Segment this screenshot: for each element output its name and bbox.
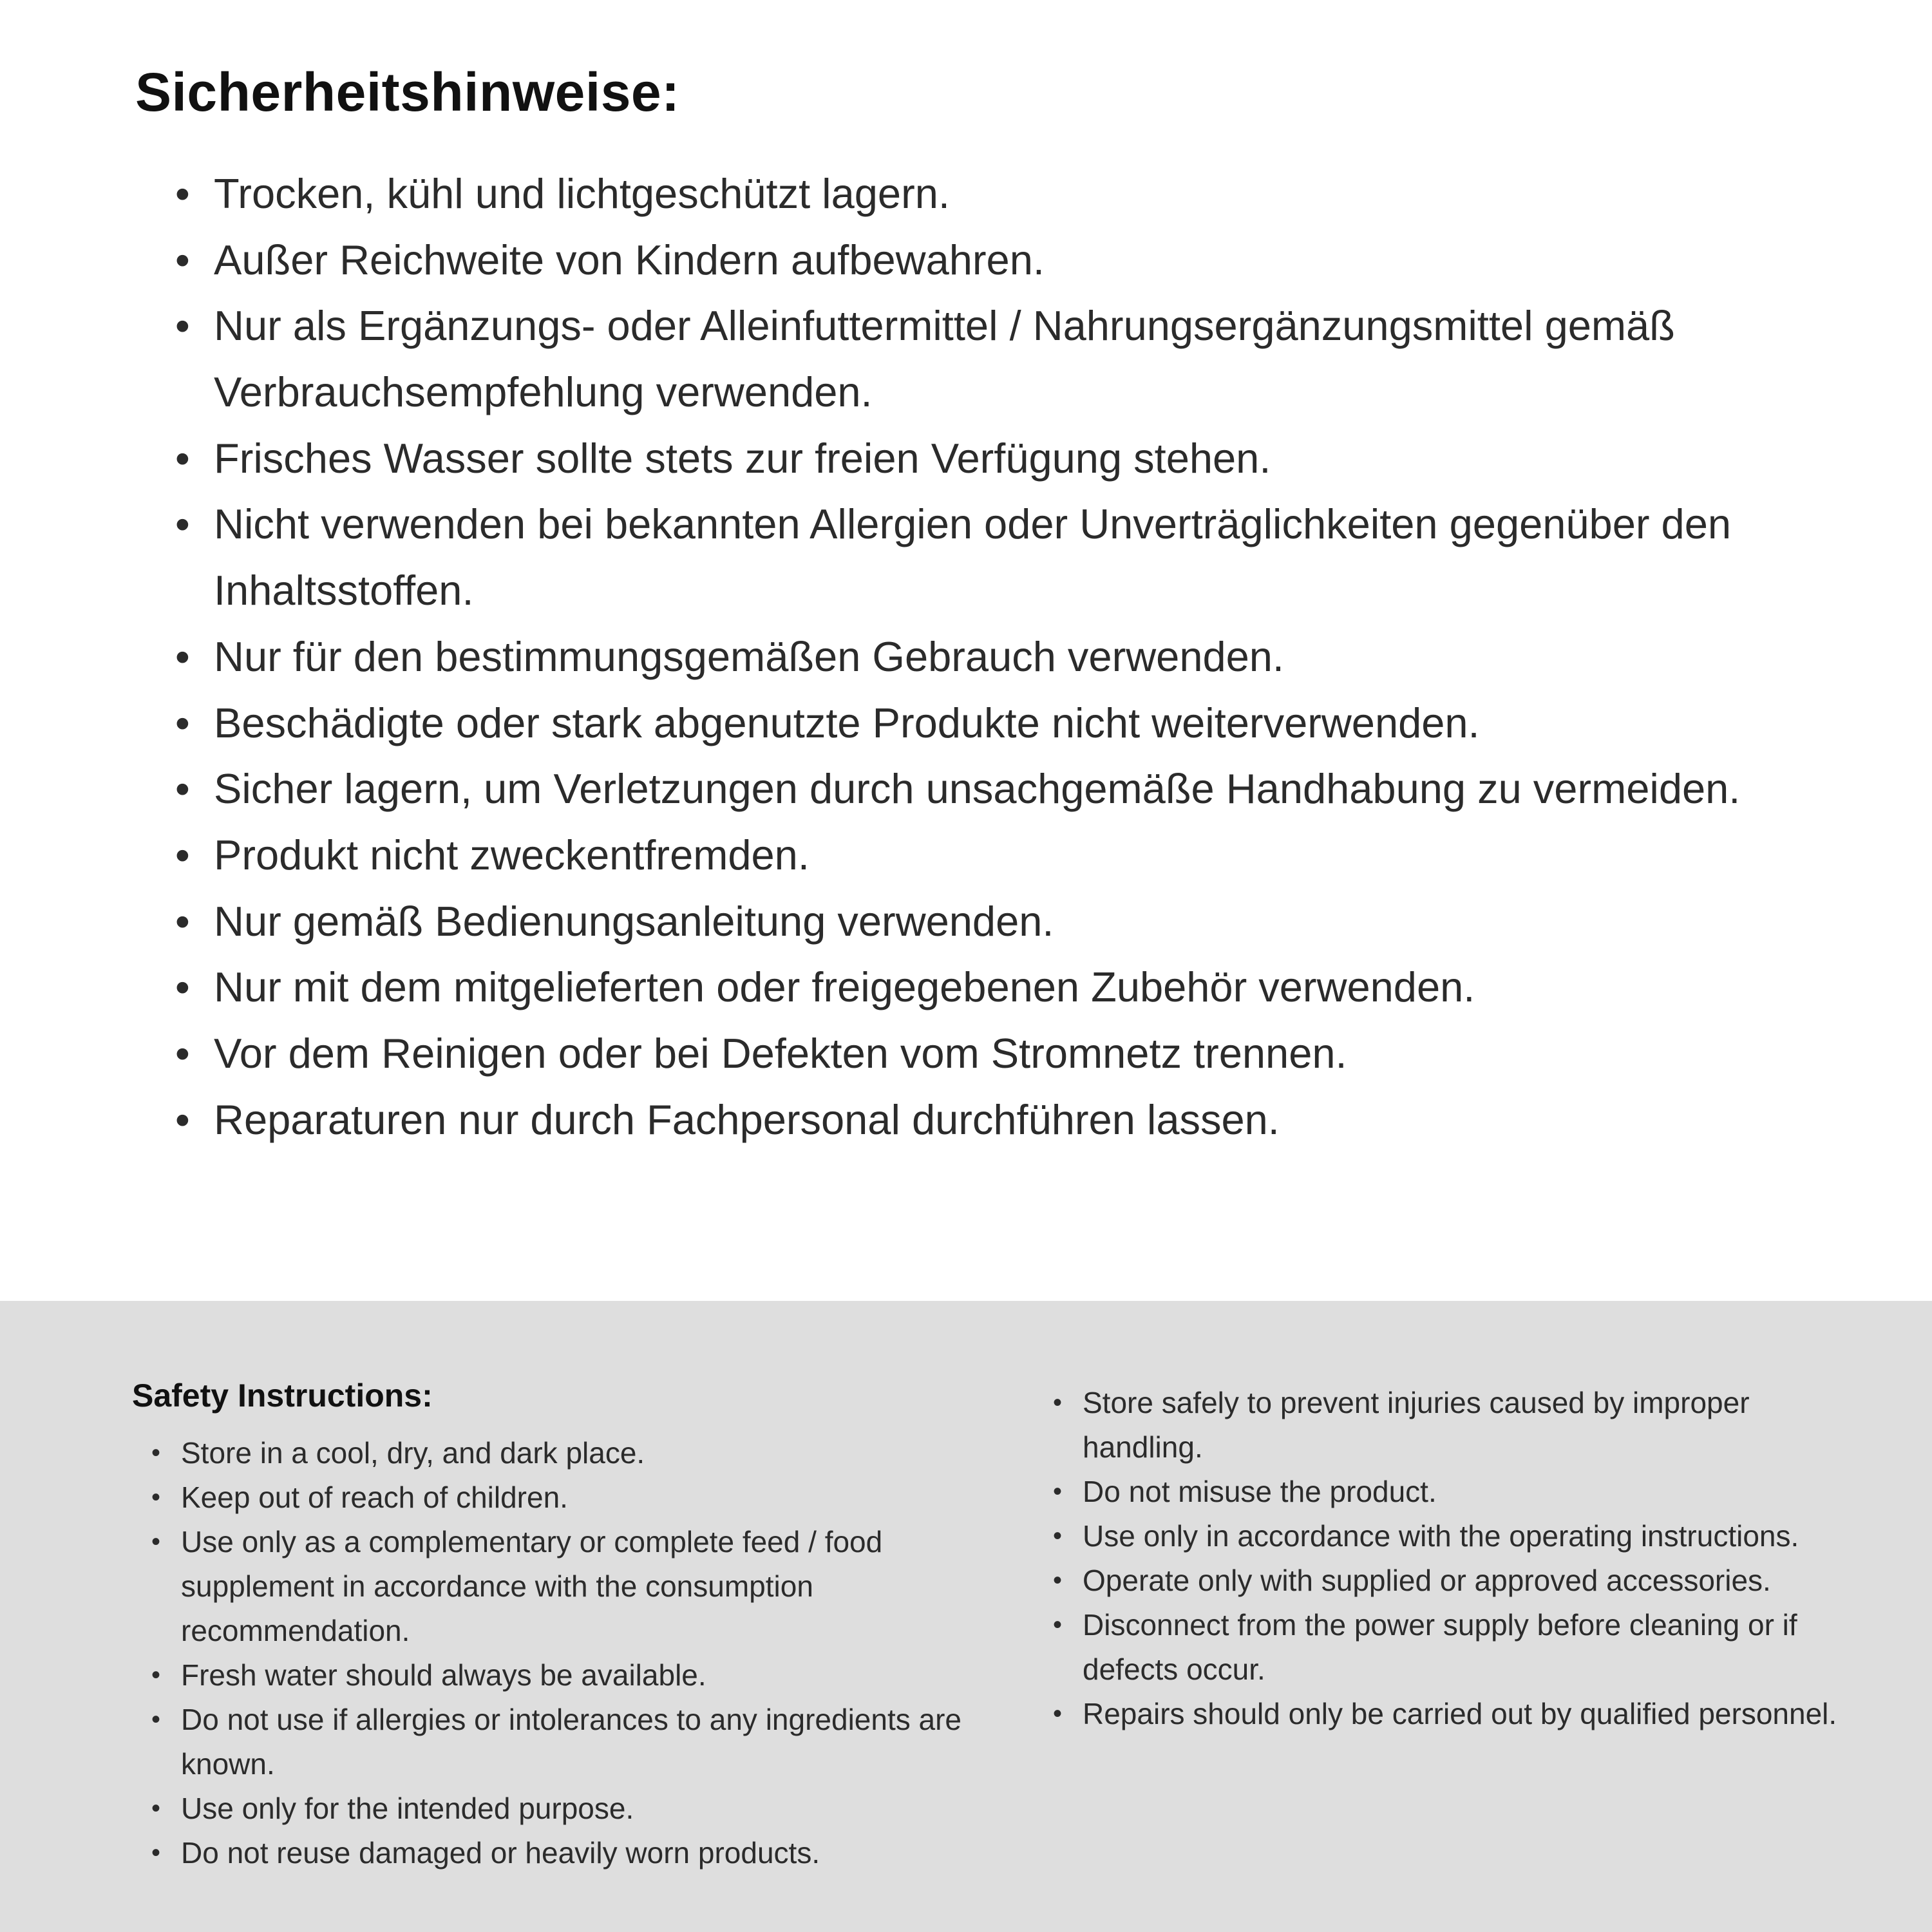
list-item: • Nur als Ergänzungs- oder Alleinfuttermittel / Nahrungsergänzungsmittel gemäß Verbrauchsempfehlung verwenden.	[175, 293, 1784, 425]
list-item: • Store safely to prevent injuries caused by improper handling.	[1053, 1381, 1848, 1470]
list-item: • Fresh water should always be available.	[151, 1653, 963, 1698]
list-item: • Use only for the intended purpose.	[151, 1786, 963, 1831]
list-item: • Nur für den bestimmungsgemäßen Gebrauch verwenden.	[175, 624, 1784, 690]
english-safety-section	[0, 1301, 1932, 1932]
list-item: • Do not reuse damaged or heavily worn products.	[151, 1831, 963, 1875]
list-item: • Operate only with supplied or approved accessories.	[1053, 1558, 1848, 1603]
list-item: • Use only in accordance with the operating instructions.	[1053, 1514, 1848, 1558]
english-right-column	[1034, 1377, 1848, 1932]
list-item: • Nicht verwenden bei bekannten Allergien oder Unverträglichkeiten gegenüber den Inhaltsstoffen.	[175, 491, 1784, 623]
list-item: • Vor dem Reinigen oder bei Defekten vom Stromnetz trennen.	[175, 1021, 1784, 1087]
german-safety-list	[135, 161, 1784, 1153]
english-safety-list-right	[1034, 1381, 1848, 1736]
list-item: • Außer Reichweite von Kindern aufbewahren.	[175, 227, 1784, 294]
list-item: • Beschädigte oder stark abgenutzte Produkte nicht weiterverwenden.	[175, 690, 1784, 757]
english-safety-list-left	[132, 1431, 963, 1875]
list-item: • Do not misuse the product.	[1053, 1470, 1848, 1514]
list-item: • Trocken, kühl und lichtgeschützt lagern.	[175, 161, 1784, 227]
list-item: • Store in a cool, dry, and dark place.	[151, 1431, 963, 1475]
list-item: • Reparaturen nur durch Fachpersonal durchführen lassen.	[175, 1087, 1784, 1153]
list-item: • Sicher lagern, um Verletzungen durch unsachgemäße Handhabung zu vermeiden.	[175, 756, 1784, 822]
german-section-title: Sicherheitshinweise:	[135, 62, 680, 122]
list-item: • Do not use if allergies or intolerances to any ingredients are known.	[151, 1698, 963, 1786]
list-item: • Disconnect from the power supply before cleaning or if defects occur.	[1053, 1603, 1848, 1692]
list-item: • Nur mit dem mitgelieferten oder freigegebenen Zubehör verwenden.	[175, 954, 1784, 1021]
list-item: • Keep out of reach of children.	[151, 1475, 963, 1520]
list-item: • Produkt nicht zweckentfremden.	[175, 822, 1784, 889]
list-item: • Use only as a complementary or complete feed / food supplement in accordance with the consumption recommendation.	[151, 1520, 963, 1653]
list-item: • Nur gemäß Bedienungsanleitung verwenden.	[175, 889, 1784, 955]
english-left-column	[132, 1377, 963, 1932]
list-item: • Frisches Wasser sollte stets zur freien Verfügung stehen.	[175, 426, 1784, 492]
list-item: • Repairs should only be carried out by qualified personnel.	[1053, 1692, 1848, 1736]
english-section-title: Safety Instructions:	[132, 1378, 433, 1414]
